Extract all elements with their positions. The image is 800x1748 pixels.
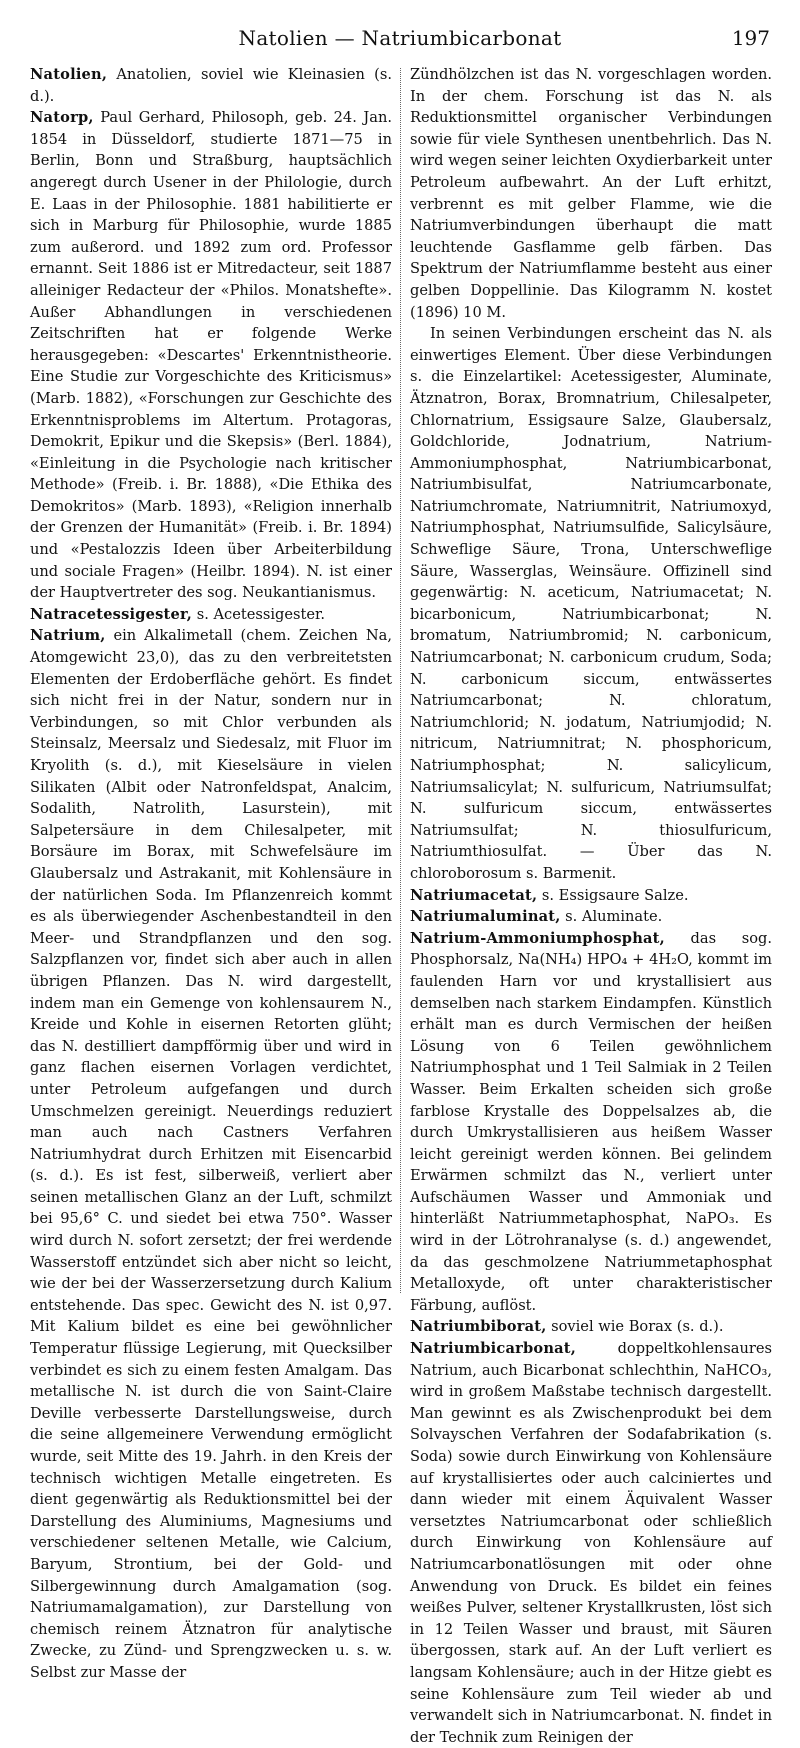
entry-headword: Natorp, bbox=[30, 109, 94, 127]
entry-text: doppeltkohlensaures Natrium, auch Bicarbonat schlechthin, NaHCO₃, wird in großem Maßstabe technisch dargestellt. Man gewinnt es als Zwischenprodukt bei dem Solvayschen Verfahren der Sodafabrikation (s. Soda) sowie durch Einwirkung von Kohlensäure auf krystallisiertes oder auch calciniertes und dann wieder mit einem Äquivalent Wasser versetztes Natriumcarbonat oder schließlich durch Einwirkung von Kohlensäure auf Natriumcarbonatlösungen mit oder ohne Anwendung von Druck. Es bildet ein feines weißes Pulver, seltener Krystallkrusten, löst sich in 12 Teilen Wasser und braust, mit Säuren übergossen, stark auf. An der Luft verliert es langsam Kohlensäure; auch in der Hitze giebt es seine Kohlensäure zum Teil wieder ab und verwandelt sich in Natriumcarbonat. N. findet in der Technik zum Reinigen der bbox=[410, 1340, 772, 1746]
page-header bbox=[0, 22, 800, 54]
entry-headword: Natriumacetat, bbox=[410, 886, 538, 904]
entry-text: Zündhölzchen ist das N. vorgeschlagen worden. In der chem. Forschung ist das N. als Reduktionsmittel organischer Verbindungen sowie für viele Synthesen unentbehrlich. Das N. wird wegen seiner leichten Oxydierbarkeit unter Petroleum aufbewahrt. An der Luft erhitzt, verbrennt es mit gelber Flamme, wie die Natriumverbindungen überhaupt die matt leuchtende Gasflamme gelb färben. Das Spektrum der Natriumflamme besteht aus einer gelben Doppellinie. Das Kilogramm N. kostet (1896) 10 M. bbox=[410, 66, 772, 321]
entry-text: s. Aluminate. bbox=[560, 908, 663, 926]
entry-text: ein Alkalimetall (chem. Zeichen Na, Atomgewicht 23,0), das zu den verbreitetsten Elementen der Erdoberfläche gehört. Es findet sich nicht frei in der Natur, sondern nur in Verbindungen, so mit Chlor verbunden als Steinsalz, Meersalz und Siedesalz, mit Fluor im Kryolith (s. d.), mit Kieselsäure in vielen Silikaten (Albit oder Natronfeldspat, Analcim, Sodalith, Natrolith, Lasurstein), mit Salpetersäure in dem Chilesalpeter, mit Borsäure im Borax, mit Schwefelsäure im Glaubersalz und Astrakanit, mit Kohlensäure in der natürlichen Soda. Im Pflanzenreich kommt es als überwiegender Aschenbestandteil in den Meer- und Strandpflanzen und den sog. Salzpflanzen vor, findet sich aber auch in allen übrigen Pflanzen. Das N. wird dargestellt, indem man ein Gemenge von kohlensaurem N., Kreide und Kohle in eisernen Retorten glüht; das N. destilliert dampfförmig über und wird in ganz flachen eisernen Vorlagen verdichtet, unter Petroleum aufgefangen und durch Umschmelzen gereinigt. Neuerdings reduziert man auch nach Castners Verfahren Natriumhydrat durch Erhitzen mit Eisencarbid (s. d.). Es ist fest, silberweiß, verliert aber seinen metallischen Glanz an der Luft, schmilzt bei 95,6° C. und siedet bei etwa 750°. Wasser wird durch N. sofort zersetzt; der frei werdende Wasserstoff entzündet sich aber nicht so leicht, wie der bei der Wasserzersetzung durch Kalium entstehende. Das spec. Gewicht des N. ist 0,97. Mit Kalium bildet es eine bei gewöhnlicher Temperatur flüssige Legierung, mit Quecksilber verbindet es sich zu einem festen Amalgam. Das metallische N. ist durch die von Saint-Claire Deville verbesserte Darstellungsweise, durch die seine allgemeinere Verwendung ermöglicht wurde, seit Mitte des 19. Jahrh. in den Kreis der technisch wichtigen Metalle eingetreten. Es dient gegenwärtig als Reduktionsmittel bei der Darstellung des Aluminiums, Magnesiums und verschiedener seltenen Metalle, wie Calcium, Baryum, Strontium, bei der Gold- und Silbergewinnung durch Amalgamation (sog. Natriumamalgamation), zur Darstellung von chemisch reinem Ätznatron für analytische Zwecke, zu Zünd- und Sprengzwecken u. s. w. Selbst zur Masse der bbox=[30, 627, 392, 1681]
entry-headword: Natrium-Ammoniumphosphat, bbox=[410, 929, 665, 947]
running-title: Natolien — Natriumbicarbonat bbox=[238, 26, 562, 50]
dictionary-entry bbox=[30, 604, 392, 626]
entry-headword: Natolien, bbox=[30, 66, 108, 83]
dictionary-entry bbox=[410, 906, 772, 928]
right-column bbox=[410, 64, 772, 1746]
column-divider bbox=[400, 68, 401, 1293]
dictionary-entry bbox=[30, 107, 392, 604]
dictionary-entry bbox=[410, 1316, 772, 1338]
left-column bbox=[30, 64, 392, 1681]
page-number: 197 bbox=[731, 26, 770, 50]
entry-text: soviel wie Borax (s. d.). bbox=[546, 1318, 724, 1336]
entry-text: s. Essigsaure Salze. bbox=[537, 886, 689, 904]
entry-headword: Natriumaluminat, bbox=[410, 908, 561, 926]
dictionary-entry bbox=[410, 885, 772, 907]
entry-headword: Natrium, bbox=[30, 627, 106, 645]
entry-text: Anatolien, soviel wie Kleinasien (s. d.). bbox=[30, 66, 392, 105]
entry-headword: Natriumbicarbonat, bbox=[410, 1340, 577, 1358]
entry-headword: Natracetessigester, bbox=[30, 605, 193, 623]
entry-headword: Natriumbiborat, bbox=[410, 1318, 547, 1336]
dictionary-entry bbox=[30, 625, 392, 1683]
dictionary-entry bbox=[410, 1338, 772, 1748]
dictionary-entry bbox=[410, 64, 772, 323]
entry-text: das sog. Phosphorsalz, Na(NH₄) HPO₄ + 4H₂O, kommt im faulenden Harn vor und krystallisiert aus demselben nach starkem Eindampfen. Künstlich erhält man es durch Vermischen der heißen Lösung von 6 Teilen gewöhnlichem Natriumphosphat und 1 Teil Salmiak in 2 Teilen Wasser. Beim Erkalten scheiden sich große farblose Krystalle des Doppelsalzes ab, die durch Umkrystallisieren aus heißem Wasser leicht gereinigt werden können. Bei gelindem Erwärmen schmilzt das N., verliert unter Aufschäumen Wasser und Ammoniak und hinterläßt Natriummetaphosphat, NaPO₃. Es wird in der Lötrohranalyse (s. d.) angewendet, da das geschmolzene Natriummetaphosphat Metalloxyde, oft unter charakteristischer Färbung, auflöst. bbox=[410, 929, 772, 1314]
entry-text: Paul Gerhard, Philosoph, geb. 24. Jan. 1854 in Düsseldorf, studierte 1871—75 in Berlin, Bonn und Straßburg, hauptsächlich angeregt durch Usener in der Philologie, durch E. Laas in der Philosophie. 1881 habilitierte er sich in Marburg für Philosophie, wurde 1885 zum außerord. und 1892 zum ord. Professor ernannt. Seit 1886 ist er Mitredacteur, seit 1887 alleiniger Redacteur der «Philos. Monatshefte». Außer Abhandlungen in verschiedenen Zeitschriften hat er folgende Werke herausgegeben: «Descartes' Erkenntnistheorie. Eine Studie zur Vorgeschichte des Kriticismus» (Marb. 1882), «Forschungen zur Geschichte des Erkenntnisproblems im Altertum. Protagoras, Demokrit, Epikur und die Skepsis» (Berl. 1884), «Einleitung in die Psychologie nach kritischer Methode» (Freib. i. Br. 1888), «Die Ethika des Demokritos» (Marb. 1893), «Religion innerhalb der Grenzen der Humanität» (Freib. i. Br. 1894) und «Pestalozzis Ideen über Arbeiterbildung und sociale Fragen» (Heilbr. 1894). N. ist einer der Hauptvertreter des sog. Neukantianismus. bbox=[30, 109, 392, 602]
entry-text: In seinen Verbindungen erscheint das N. als einwertiges Element. Über diese Verbindungen s. die Einzelartikel: Acetessigester, Aluminate, Ätznatron, Borax, Bromnatrium, Chilesalpeter, Chlornatrium, Essigsaure Salze, Glaubersalz, Goldchloride, Jodnatrium, Natrium-Ammoniumphosphat, Natriumbicarbonat, Natriumbisulfat, Natriumcarbonate, Natriumchromate, Natriumnitrit, Natriumoxyd, Natriumphosphat, Natriumsulfide, Salicylsäure, Schweflige Säure, Trona, Unterschweflige Säure, Wasserglas, Weinsäure. Offizinell sind gegenwärtig: N. aceticum, Natriumacetat; N. bicarbonicum, Natriumbicarbonat; N. bromatum, Natriumbromid; N. carbonicum, Natriumcarbonat; N. carbonicum crudum, Soda; N. carbonicum siccum, entwässertes Natriumcarbonat; N. chloratum, Natriumchlorid; N. jodatum, Natriumjodid; N. nitricum, Natriumnitrat; N. phosphoricum, Natriumphosphat; N. salicylicum, Natriumsalicylat; N. sulfuricum, Natriumsulfat; N. sulfuricum siccum, entwässertes Natriumsulfat; N. thiosulfuricum, Natriumthiosulfat. — Über das N. chloroborosum s. Barmenit. bbox=[410, 325, 772, 882]
dictionary-entry bbox=[410, 323, 772, 884]
dictionary-entry bbox=[410, 928, 772, 1317]
dictionary-entry bbox=[30, 64, 392, 107]
entry-text: s. Acetessigester. bbox=[192, 605, 325, 623]
